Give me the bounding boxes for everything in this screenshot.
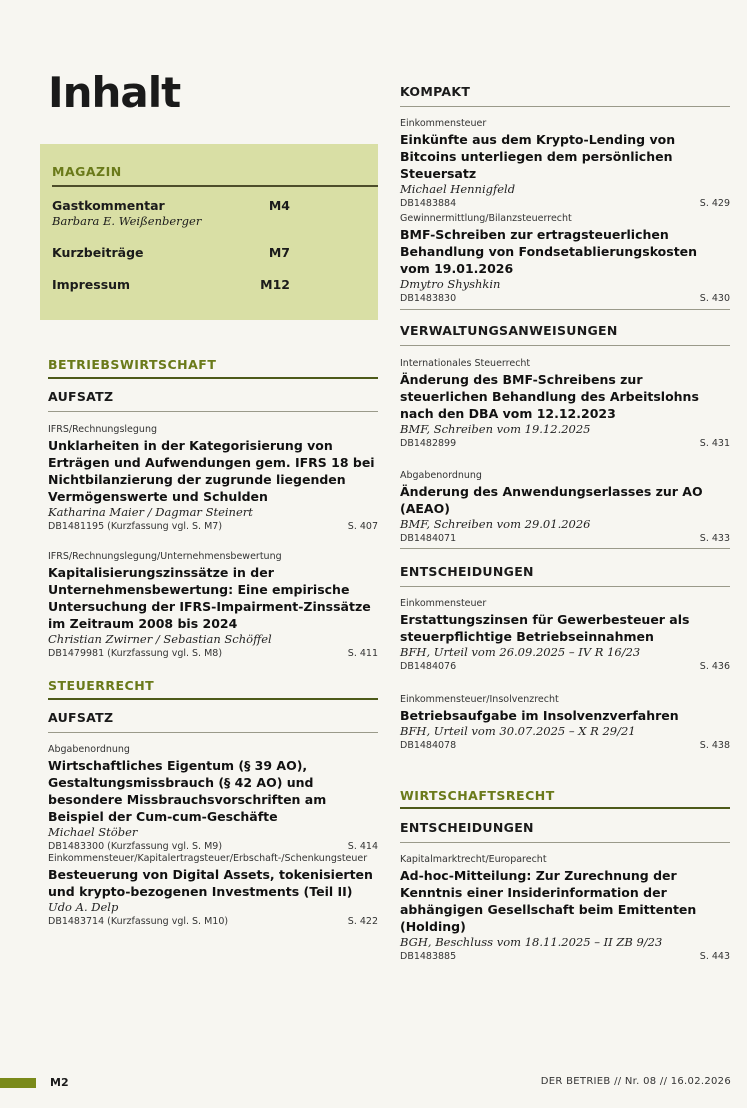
section-rule	[400, 106, 730, 107]
subsection-heading-aufsatz: AUFSATZ	[48, 389, 114, 404]
subsection-heading-entscheidungen: ENTSCHEIDUNGEN	[400, 820, 534, 835]
section-rule	[400, 586, 730, 587]
entry-title[interactable]: Unklarheiten in der Kategorisierung von Erträgen und Aufwendungen gem. IFRS 18 bei Nichtbilanzierung der zugrunde liegenden Vermögenswerte und Schulden	[48, 438, 375, 504]
entry-id: DB1481195 (Kurzfassung vgl. S. M7)	[48, 521, 223, 532]
page-title: Inhalt	[48, 68, 181, 117]
entry-page: S. 422	[347, 916, 378, 927]
section-rule	[48, 377, 378, 379]
magazin-author-gastkommentar: Barbara E. Weißenberger	[52, 214, 202, 228]
section-rule	[48, 698, 378, 700]
entry-category: Internationales Steuerrecht	[400, 358, 531, 369]
entry-title[interactable]: Betriebsaufgabe im Insolvenzverfahren	[400, 708, 679, 723]
section-heading-entscheidungen: ENTSCHEIDUNGEN	[400, 564, 534, 579]
footer-accent-bar	[0, 1078, 36, 1088]
magazin-page-impressum: M12	[260, 277, 290, 292]
footer-page-number: M2	[50, 1076, 69, 1089]
entry-id: DB1484071	[400, 533, 457, 544]
section-heading-steuerrecht: STEUERRECHT	[48, 678, 155, 693]
entry-category: Einkommensteuer/Kapitalertragsteuer/Erbschaft-/Schenkungsteuer	[48, 853, 368, 864]
entry-page: S. 411	[347, 648, 378, 659]
entry-page: S. 430	[699, 293, 730, 304]
entry-title[interactable]: Ad-hoc-Mitteilung: Zur Zurechnung der Kenntnis einer Insiderinformation der abhängigen Gesellschaft beim Emittenten (Holding)	[400, 868, 697, 934]
toc-entry[interactable]	[48, 744, 378, 852]
entry-id: DB1482899	[400, 438, 457, 449]
entry-author: Udo A. Delp	[48, 900, 119, 914]
entry-page: S. 443	[699, 951, 730, 962]
toc-entry[interactable]	[400, 213, 730, 304]
entry-category: Einkommensteuer	[400, 118, 487, 129]
section-heading-wirtschaftsrecht: WIRTSCHAFTSRECHT	[400, 788, 555, 803]
entry-title[interactable]: Besteuerung von Digital Assets, tokenisierten und krypto-bezogenen Investments (Teil II)	[48, 867, 373, 899]
toc-entry[interactable]	[400, 118, 730, 209]
entry-page: S. 431	[699, 438, 730, 449]
entry-page: S. 438	[699, 740, 730, 751]
magazin-page-kurzbeitraege: M7	[268, 245, 290, 260]
section-heading-betriebswirtschaft: BETRIEBSWIRTSCHAFT	[48, 357, 217, 372]
entry-id: DB1479981 (Kurzfassung vgl. S. M8)	[48, 648, 223, 659]
entry-title[interactable]: Einkünfte aus dem Krypto-Lending von Bitcoins unterliegen dem persönlichen Steuersatz	[400, 132, 676, 181]
magazin-page-gastkommentar: M4	[268, 198, 290, 213]
entry-category: Einkommensteuer/Insolvenzrecht	[400, 694, 559, 705]
section-rule	[400, 807, 730, 809]
entry-author: Michael Hennigfeld	[400, 182, 516, 196]
toc-entry[interactable]	[48, 424, 378, 532]
entry-category: Gewinnermittlung/Bilanzsteuerrecht	[400, 213, 572, 224]
entry-page: S. 429	[699, 198, 730, 209]
entry-id: DB1484076	[400, 661, 457, 672]
entry-id: DB1484078	[400, 740, 457, 751]
entry-title[interactable]: BMF-Schreiben zur ertragsteuerlichen Behandlung von Fondsetablierungskosten vom 19.01.2026	[400, 227, 698, 276]
entry-author: BGH, Beschluss vom 18.11.2025 – II ZB 9/23	[400, 935, 663, 949]
entry-title[interactable]: Kapitalisierungszinssätze in der Unternehmensbewertung: Eine empirische Untersuchung der IFRS-Impairment-Zinssätze im Zeitraum 2008 bis 2024	[48, 565, 371, 631]
section-rule	[400, 548, 730, 549]
entry-category: Kapitalmarktrecht/Europarecht	[400, 854, 547, 865]
subsection-heading-aufsatz: AUFSATZ	[48, 710, 114, 725]
entry-page: S. 436	[699, 661, 730, 672]
entry-author: BMF, Schreiben vom 19.12.2025	[400, 422, 591, 436]
section-heading-verwaltungsanweisungen: VERWALTUNGSANWEISUNGEN	[400, 323, 618, 338]
toc-entry[interactable]	[400, 470, 730, 544]
magazin-item-gastkommentar[interactable]: Gastkommentar	[52, 198, 165, 213]
entry-id: DB1483885	[400, 951, 457, 962]
footer-journal-info: DER BETRIEB // Nr. 08 // 16.02.2026	[540, 1076, 731, 1087]
entry-title[interactable]: Erstattungszinsen für Gewerbesteuer als steuerpflichtige Betriebseinnahmen	[400, 612, 690, 644]
entry-category: IFRS/Rechnungslegung	[48, 424, 157, 435]
entry-title[interactable]: Wirtschaftliches Eigentum (§ 39 AO), Gestaltungsmissbrauch (§ 42 AO) und besondere Missbrauchsvorschriften am Beispiel der Cum-cum-Geschäfte	[48, 758, 327, 824]
magazin-item-kurzbeitraege[interactable]: Kurzbeiträge	[52, 245, 144, 260]
entry-id: DB1483300 (Kurzfassung vgl. S. M9)	[48, 841, 223, 852]
entry-category: Abgabenordnung	[48, 744, 130, 755]
section-heading-kompakt: KOMPAKT	[400, 84, 471, 99]
subsection-rule	[48, 411, 378, 412]
entry-author: BFH, Urteil vom 26.09.2025 – IV R 16/23	[400, 645, 641, 659]
entry-author: Michael Stöber	[48, 825, 138, 839]
entry-title[interactable]: Änderung des Anwendungserlasses zur AO (AEAO)	[400, 484, 703, 516]
entry-author: BMF, Schreiben vom 29.01.2026	[400, 517, 591, 531]
entry-category: IFRS/Rechnungslegung/Unternehmensbewertung	[48, 551, 282, 562]
entry-category: Abgabenordnung	[400, 470, 482, 481]
entry-id: DB1483884	[400, 198, 457, 209]
magazin-box	[40, 144, 378, 320]
entry-page: S. 433	[699, 533, 730, 544]
entry-author: Christian Zwirner / Sebastian Schöffel	[48, 632, 272, 646]
entry-category: Einkommensteuer	[400, 598, 487, 609]
toc-entry[interactable]	[400, 598, 730, 672]
entry-author: Dmytro Shyshkin	[400, 277, 501, 291]
entry-page: S. 407	[347, 521, 378, 532]
toc-entry[interactable]	[400, 694, 730, 751]
subsection-rule	[400, 842, 730, 843]
toc-entry[interactable]	[400, 358, 730, 449]
section-rule	[400, 309, 730, 310]
entry-page: S. 414	[347, 841, 378, 852]
toc-entry[interactable]	[48, 853, 378, 927]
magazin-heading: MAGAZIN	[52, 164, 122, 179]
entry-id: DB1483714 (Kurzfassung vgl. S. M10)	[48, 916, 229, 927]
subsection-rule	[48, 732, 378, 733]
section-rule	[400, 345, 730, 346]
magazin-rule	[52, 185, 378, 187]
entry-author: BFH, Urteil vom 30.07.2025 – X R 29/21	[400, 724, 636, 738]
toc-entry[interactable]	[400, 854, 730, 962]
magazin-item-impressum[interactable]: Impressum	[52, 277, 131, 292]
toc-entry[interactable]	[48, 551, 378, 659]
entry-author: Katharina Maier / Dagmar Steinert	[48, 505, 253, 519]
entry-id: DB1483830	[400, 293, 457, 304]
entry-title[interactable]: Änderung des BMF-Schreibens zur steuerlichen Behandlung des Arbeitslohns nach den DBA vom 12.12.2023	[400, 372, 699, 421]
